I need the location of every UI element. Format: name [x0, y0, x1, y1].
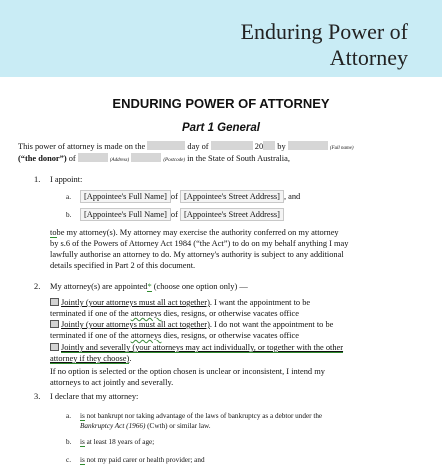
item-2-note-line-2: attorneys to act jointly and severally. — [50, 378, 174, 387]
declaration-a-line-1: is not bankrupt nor taking advantage of the laws of bankruptcy as a debtor under the — [80, 412, 323, 420]
item-3-number: 3. — [34, 392, 41, 401]
item-2-lead: My attorney(s) are appointed* (choose one option only) — — [50, 282, 248, 291]
month-field[interactable] — [211, 141, 253, 150]
option-1-line-2: terminated if one of the attorneys dies, resigns, or otherwise vacates office — [50, 309, 299, 318]
banner-title — [208, 19, 408, 71]
donor-name-field[interactable] — [288, 141, 328, 150]
intro-line-1: This power of attorney is made on the day of 20 by (Full name) — [18, 142, 354, 151]
intro-line-2: (“the donor”) of (Address) (Postcode) in the State of South Australia, — [18, 154, 290, 163]
option-3-checkbox[interactable] — [50, 343, 59, 351]
declaration-a-label: a. — [66, 412, 71, 420]
year-field[interactable] — [263, 141, 275, 150]
item-1-para-line-2: by s.6 of the Powers of Attorney Act 1984 (“the Act”) to do on my behalf anything I may — [50, 239, 349, 248]
appointee-b-label: b. — [66, 211, 72, 219]
part-heading: Part 1 General — [182, 122, 260, 134]
item-1-para-line-1: tobe my attorney(s). My attorney may exercise the authority conferred on my attorney — [50, 228, 339, 237]
option-1-line-1: Jointly (your attorneys must all act together). I want the appointment to be — [50, 297, 310, 308]
donor-postcode-field[interactable] — [131, 153, 161, 162]
declaration-b-line: is at least 18 years of age; — [80, 438, 155, 446]
option-3-line-1: Jointly and severally (your attorneys may act individually, or together with the other — [50, 342, 343, 353]
declaration-c-label: c. — [66, 456, 71, 464]
declaration-a-line-2: Bankruptcy Act (1966) (Cwth) or similar law. — [80, 422, 211, 430]
option-2-checkbox[interactable] — [50, 320, 59, 328]
item-1-para-line-3: lawfully authorise an attorney to do. My attorney's authority is subject to any additional — [50, 250, 344, 259]
option-1-checkbox[interactable] — [50, 298, 59, 306]
day-field[interactable] — [147, 141, 185, 150]
item-2-number: 2. — [34, 282, 41, 291]
appointee-a-row: [Appointee's Full Name] of [Appointee's Street Address] , and — [80, 190, 300, 203]
appointee-a-name-field[interactable]: [Appointee's Full Name] — [80, 190, 171, 203]
option-2-line-2: terminated if one of the attorneys dies, resigns, or otherwise vacates office — [50, 331, 299, 340]
appointee-b-address-field[interactable]: [Appointee's Street Address] — [180, 208, 284, 221]
document-title: ENDURING POWER OF ATTORNEY — [112, 96, 330, 111]
item-1-lead: I appoint: — [50, 175, 83, 184]
appointee-b-row: [Appointee's Full Name] of [Appointee's Street Address] — [80, 208, 284, 221]
option-3-line-2: attorney if they choose). — [50, 354, 132, 363]
banner-title-line2: Attorney — [329, 45, 408, 70]
item-1-number: 1. — [34, 175, 41, 184]
donor-address-field[interactable] — [78, 153, 108, 162]
header-banner — [0, 0, 442, 77]
declaration-b-label: b. — [66, 438, 72, 446]
appointee-b-name-field[interactable]: [Appointee's Full Name] — [80, 208, 171, 221]
item-1-para-line-4: details specified in Part 2 of this document. — [50, 261, 196, 270]
item-3-lead: I declare that my attorney: — [50, 392, 139, 401]
item-2-note-line-1: If no option is selected or the option chosen is unclear or inconsistent, I intend my — [50, 367, 325, 376]
banner-title-line1: Enduring Power of — [240, 19, 408, 44]
appointee-a-label: a. — [66, 193, 71, 201]
option-2-line-1: Jointly (your attorneys must all act together). I do not want the appointment to be — [50, 319, 333, 330]
appointee-a-address-field[interactable]: [Appointee's Street Address] — [180, 190, 284, 203]
declaration-c-line: is not my paid carer or health provider; and — [80, 456, 205, 464]
